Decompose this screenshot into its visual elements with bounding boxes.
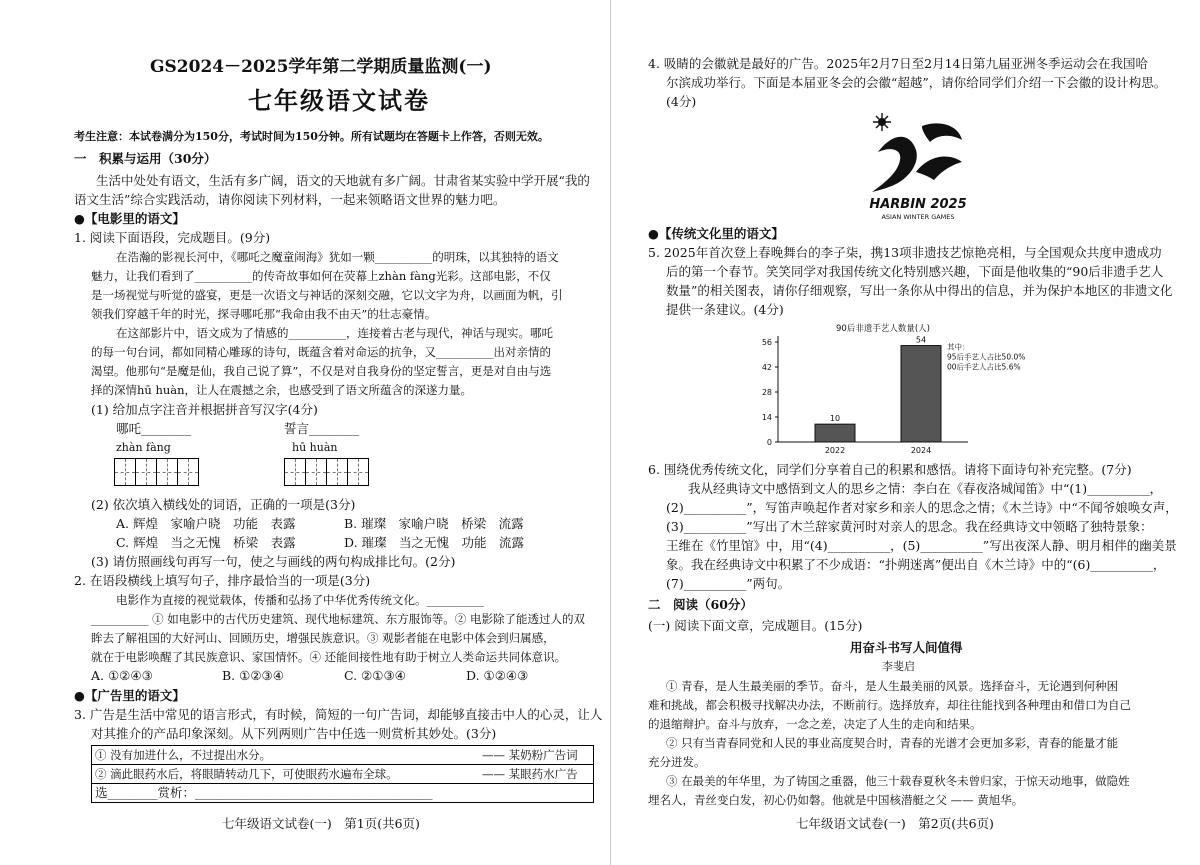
- ad-answer-line[interactable]: 选________赏析：______________________________________: [95, 785, 433, 800]
- question-4-cont: 尔滨成功举行。下面是本届亚冬会的会徽“超越”，请你给同学们介绍一下会徽的设计构思。: [666, 75, 1167, 90]
- passage-line: 渴望。他那句“是魔是仙，我自己说了算”，不仅是对自我身份的坚定誓言，更是对自由与选: [91, 364, 552, 378]
- answer-cell[interactable]: [347, 458, 369, 486]
- answer-cell[interactable]: [326, 458, 348, 486]
- question-6-line: (7)__________”两句。: [666, 576, 791, 591]
- q2-line: 就在于电影唤醒了其民族意识、家国情怀。④ 还能间接性地有助于树立人类命运共同体意识。: [91, 650, 567, 664]
- bar-value-label: 10: [829, 414, 841, 424]
- y-tick-label: 56: [761, 338, 772, 347]
- y-tick-label: 0: [766, 438, 772, 447]
- exam-title: 七年级语文试卷: [248, 86, 430, 115]
- q2-option-a: A. ①②④③: [91, 668, 153, 683]
- question-6: 6. 围绕优秀传统文化，同学们分享着自己的积累和感悟。请将下面诗句补充完整。(7分): [648, 462, 1132, 477]
- answer-cell[interactable]: [114, 458, 136, 486]
- logo-sub-text: ASIAN WINTER GAMES: [881, 213, 955, 221]
- page-divider: [610, 0, 611, 865]
- pinyin-zhanfang: zhàn fàng: [116, 441, 171, 454]
- bar: [901, 346, 941, 442]
- article-line: 充分迸发。: [648, 755, 706, 769]
- article-title: 用奋斗书写人间值得: [850, 640, 963, 655]
- word-nezha: 哪吒________: [116, 421, 192, 436]
- ad-2-source: —— 某眼药水广告: [482, 767, 578, 781]
- logo-main-text: HARBIN 2025: [869, 197, 967, 212]
- section-2-title: 二 阅读（60分）: [648, 597, 753, 612]
- reading-1-heading: (一) 阅读下面文章，完成题目。(15分): [648, 618, 863, 633]
- intro-line-1: 生活中处处有语文，生活有多广阔，语文的天地就有多广阔。甘肃省某实验中学开展“我的: [96, 173, 590, 188]
- article-line: ① 青春，是人生最美丽的季节。奋斗，是人生最美丽的风景。选择奋斗，无论遇到何种困: [666, 679, 1119, 693]
- question-1: 1. 阅读下面语段，完成题目。(9分): [74, 230, 271, 245]
- q2-line: 眸去了解祖国的大好河山、回顾历史，增强民族意识。③ 观影者能在电影中体会到归属感，: [91, 631, 555, 645]
- passage-line: 领我们穿越千年的时光，探寻哪吒那“我命由我不由天”的壮志豪情。: [91, 307, 437, 321]
- answer-cell[interactable]: [177, 458, 199, 486]
- x-tick-label: 2022: [824, 446, 846, 455]
- chart-annotation: 00后手艺人占比5.6%: [947, 362, 1021, 372]
- intro-line-2: 语文生活”综合实践活动，请你阅读下列材料，一起来领略语文世界的魅力吧。: [74, 192, 506, 207]
- question-6-line: 我从经典诗文中感悟到文人的思乡之情：李白在《春夜洛城闻笛》中“(1)__________，: [688, 481, 1163, 496]
- page-1-footer: 七年级语文试卷(一) 第1页(共6页): [222, 816, 420, 831]
- question-5: 5. 2025年首次登上春晚舞台的李子柒，携13项非遗技艺惊艳亮相，与全国观众共度申遗成功: [648, 245, 1162, 260]
- article-line: ② 只有当青春同党和人民的事业高度契合时，青春的光谱才会更加多彩，青春的能量才能: [666, 736, 1119, 750]
- word-shiyan: 誓言________: [284, 421, 360, 436]
- exam-notice: 考生注意：本试卷满分为150分，考试时间为150分钟。所有试题均在答题卡上作答，否则无效。: [74, 130, 549, 143]
- q2-option-c: C. ②①③④: [344, 668, 406, 683]
- question-4-score: (4分): [666, 94, 697, 109]
- article-line: ③ 在最美的年华里，为了铸国之重器，他三十载春夏秋冬未曾归家，于惊天动地事，做隐姓: [666, 774, 1130, 788]
- passage-line: 的每一句台词，都如同精心雕琢的诗句，既蕴含着对命运的抗争，又__________出对亲情的: [91, 345, 551, 359]
- article-line: 埋名人，青丝变白发，初心仍如磐。他就是中国核潜艇之父 —— 黄旭华。: [648, 793, 1024, 807]
- pinyin-huhuan: hū huàn: [292, 441, 338, 454]
- ad-1: ① 没有加进什么，不过提出水分。: [95, 748, 272, 762]
- subsection-ads: ●【广告里的语文】: [74, 688, 185, 703]
- q2-line: 电影作为直接的视觉载体，传播和弘扬了中华优秀传统文化。__________: [116, 593, 484, 607]
- question-5-line: 后的第一个春节。笑笑同学对我国传统文化特别感兴趣，下面是他收集的“90后非遗手艺人: [666, 264, 1164, 279]
- y-tick-label: 42: [761, 363, 772, 372]
- y-tick-label: 28: [761, 388, 772, 397]
- sun-icon: [873, 113, 891, 131]
- passage-line: 在浩瀚的影视长河中，《哪吒之魔童闹海》犹如一颗__________的明珠，以其独特的语文: [116, 250, 559, 264]
- q2-option-b: B. ①②③④: [222, 668, 284, 683]
- question-5-line: 数量”的相关图表，请你仔细观察，写出一条你从中得出的信息，并为保护本地区的非遗文化: [666, 283, 1173, 298]
- question-6-line: (2)__________”，写笛声唤起作者对家乡和亲人的思念之情；《木兰诗》中“不闻爷娘唤女声，: [666, 500, 1178, 515]
- answer-cell[interactable]: [305, 458, 327, 486]
- answer-cell[interactable]: [156, 458, 178, 486]
- question-6-line: 王维在《竹里馆》中，用“(4)__________，(5)__________”写出夜深人静、明月相伴的幽美景: [666, 538, 1177, 553]
- passage-line: 是一场视觉与听觉的盛宴，更是一次语文与神话的深刻交融，它以文字为舟，以画面为帆，引: [91, 288, 563, 302]
- answer-cell[interactable]: [135, 458, 157, 486]
- question-6-line: (3)__________”写出了木兰辞家黄河时对亲人的思念。我在经典诗文中领略了独特景象：: [666, 519, 1153, 534]
- exam-header: GS2024－2025学年第二学期质量监测(一): [150, 57, 492, 77]
- question-3-cont: 对其推介的产品印象深刻。从下列两则广告中任选一则赏析其妙处。(3分): [91, 726, 497, 741]
- question-2: 2. 在语段横线上填写句子，排序最恰当的一项是(3分): [74, 573, 371, 588]
- passage-line: 魅力，让我们看到了__________的传奇故事如何在荧幕上zhàn fàng光彩。这部电影，不仅: [91, 269, 551, 283]
- q2-option-d: D. ①②④③: [466, 668, 529, 683]
- artisan-bar-chart: [738, 320, 1068, 460]
- option-d: D. 璀璨 当之无愧 功能 流露: [344, 535, 525, 550]
- bar-value-label: 54: [915, 335, 927, 345]
- option-b: B. 璀璨 家喻户晓 桥梁 流露: [344, 516, 524, 531]
- section-1-title: 一 积累与运用（30分）: [74, 151, 217, 166]
- question-6-line: 象。我在经典诗文中积累了不少成语：“扑朔迷离”便出自《木兰诗》中的“(6)__________，: [666, 557, 1166, 572]
- question-1-3: (3) 请仿照画线句再写一句，使之与画线的两句构成排比句。(2分): [91, 554, 456, 569]
- harbin-2025-logo: [858, 112, 978, 224]
- question-5-line: 提供一条建议。(4分): [666, 302, 784, 317]
- chart-annotation: 95后手艺人占比50.0%: [947, 352, 1026, 362]
- page-2-footer: 七年级语文试卷(一) 第2页(共6页): [796, 816, 994, 831]
- chart-title: 90后非遗手艺人数量(人): [836, 324, 930, 334]
- option-a: A. 辉煌 家喻户晓 功能 表露: [116, 516, 296, 531]
- bar: [815, 424, 855, 442]
- question-1-2: (2) 依次填入横线处的词语，正确的一项是(3分): [91, 497, 356, 512]
- q2-line: __________ ① 如电影中的古代历史建筑、现代地标建筑、东方服饰等。② 电影除了能透过人的双: [91, 612, 585, 626]
- article-line: 难和挑战，都会积极寻找解决办法，不断前行。选择放弃，却往往能找到各种理由和借口为自己: [648, 698, 1131, 712]
- article-line: 的退缩辩护。奋斗与放弃，一念之差，决定了人生的走向和结果。: [648, 717, 982, 731]
- passage-line: 在这部影片中，语文成为了情感的__________，连接着古老与现代，神话与现实。哪吒: [116, 326, 553, 340]
- question-3: 3. 广告是生活中常见的语言形式，有时候，简短的一句广告词，却能够直接击中人的心灵，让人: [74, 707, 603, 722]
- subsection-movie: ●【电影里的语文】: [74, 211, 185, 226]
- y-tick-label: 14: [761, 413, 772, 422]
- ad-1-source: —— 某奶粉广告词: [482, 748, 578, 762]
- article-author: 李斐启: [882, 660, 915, 673]
- chart-annotation: 其中：: [947, 342, 970, 352]
- answer-cell[interactable]: [284, 458, 306, 486]
- x-tick-label: 2024: [910, 446, 932, 455]
- subsection-culture: ●【传统文化里的语文】: [648, 226, 784, 241]
- question-4: 4. 吸睛的会徽就是最好的广告。2025年2月7日至2月14日第九届亚洲冬季运动会在我国哈: [648, 56, 1148, 71]
- passage-line: 择的深情hū huàn，让人在震撼之余，也感受到了语文所蕴含的深遂力量。: [91, 383, 473, 397]
- question-1-1: (1) 给加点字注音并根据拼音写汉字(4分): [91, 402, 318, 417]
- ad-2: ② 滴此眼药水后，将眼睛转动几下，可使眼药水遍布全球。: [95, 767, 398, 781]
- option-c: C. 辉煌 当之无愧 桥梁 表露: [116, 535, 296, 550]
